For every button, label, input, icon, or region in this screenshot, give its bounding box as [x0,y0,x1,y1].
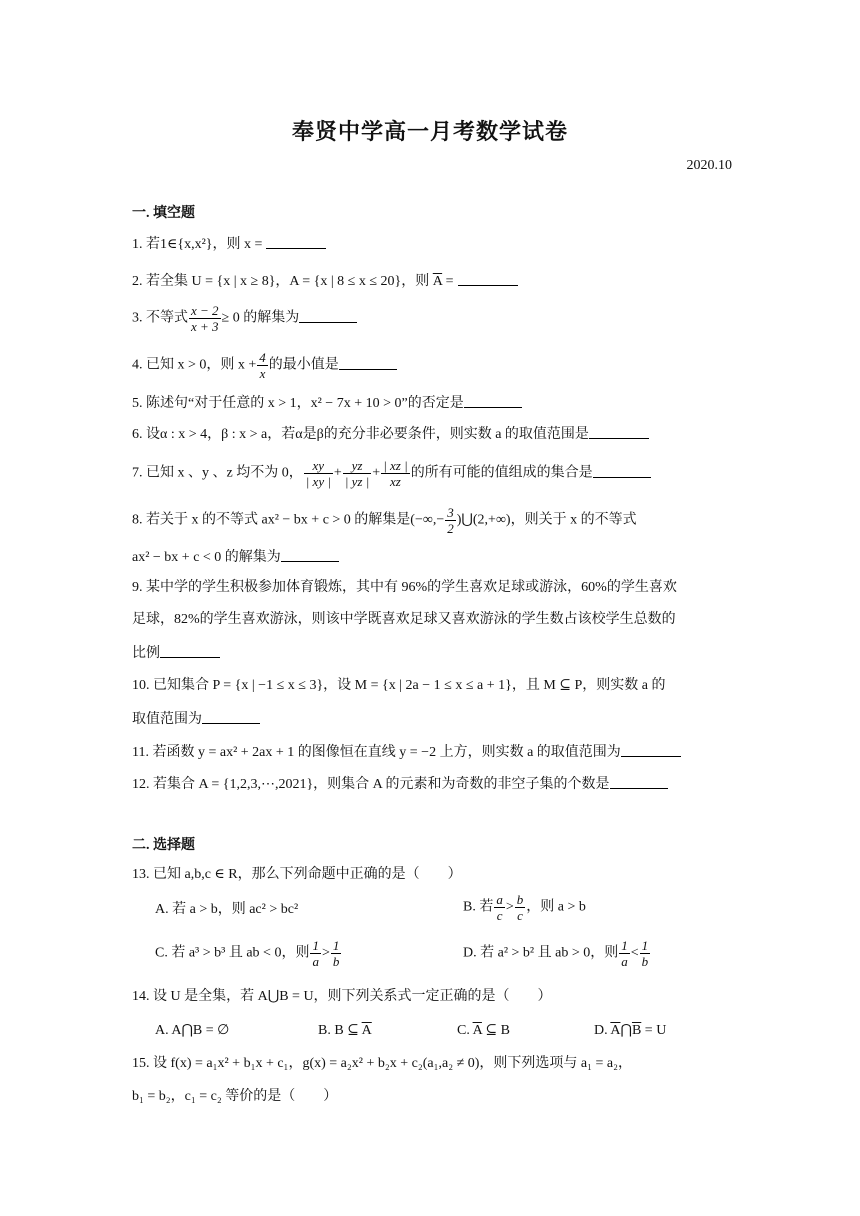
q13-option-d[interactable]: D. 若 a² > b² 且 ab > 0，则 $\frac{1}{a}$ < $\frac{1}{b}$ [463,938,649,969]
q14-option-a[interactable]: A. A⋂B = ∅ [155,1023,230,1038]
question-9: 9. 某中学的学生积极参加体育锻炼，其中有 96%的学生喜欢足球或游泳，60%的学生喜欢 [132,580,677,595]
q13-option-c[interactable]: C. 若 a³ > b³ 且 ab < 0，则 $\frac{1}{a}$ > $\frac{1}{b}$ [155,938,340,969]
question-6: 6. 设α : x > 4，β : x > a，若α是β的充分非必要条件，则实数 a 的取值范围是 [132,424,649,445]
question-15-line2: b₁ = b₂，c₁ = c₂ 等价的是（ ） [132,1089,338,1104]
q13-option-a[interactable]: A. 若 a > b，则 ac² > bc² [155,902,299,917]
question-14: 14. 设 U 是全集，若 A⋃B = U，则下列关系式一定正确的是（ ） [132,989,552,1004]
q14-option-b[interactable]: B. B ⊆ $\overline{A}$ [318,1023,372,1038]
answer-blank [266,234,326,249]
answer-blank [299,308,357,323]
q14-option-c[interactable]: C. $\overline{A}$ ⊆ B [457,1023,510,1038]
question-15: 15. 设 f(x) = a₁x² + b₁x + c₁，g(x) = a₂x² + b₂x + c₂(a₁,a₂ ≠ 0)，则下列选项与 a₁ = a₂， [132,1056,633,1071]
answer-blank [339,355,397,370]
section-choice: 二. 选择题 [132,838,195,853]
question-10-line2: 取值范围为 [132,709,260,730]
page-title: 奉贤中学高一月考数学试卷 [291,119,568,144]
q13-option-b[interactable]: B. 若 $\frac{a}{c}$ > $\frac{b}{c}$ ，则 a > b [463,892,586,923]
exam-date: 2020.10 [686,158,732,173]
question-7: 7. 已知 x 、y 、z 均不为 0， $\frac{xy}{| xy |}$ + $\frac{yz}{| yz |}$ + $\frac{| xz |}{xz}$ 的所有可能的值组成的集合是 [132,458,651,489]
question-10: 10. 已知集合 P = {x | −1 ≤ x ≤ 3}，设 M = {x | 2a − 1 ≤ x ≤ a + 1}，且 M ⊆ P，则实数 a 的 [132,678,666,693]
answer-blank [458,271,518,286]
question-13: 13. 已知 a,b,c ∈ R，那么下列命题中正确的是（ ） [132,867,462,882]
question-8-cont: ax² − bx + c < 0 的解集为 [132,547,339,568]
question-12: 12. 若集合 A = {1,2,3,⋯,2021}，则集合 A 的元素和为奇数的非空子集的个数是 [132,774,668,795]
question-9-line2: 足球，82%的学生喜欢游泳，则该中学既喜欢足球又喜欢游泳的学生数占该校学生总数的 [132,612,676,627]
answer-blank [621,742,681,757]
answer-blank [593,463,651,478]
question-1: 1. 若1∈{x,x²}，则 x = [132,234,326,255]
question-4: 4. 已知 x > 0，则 x + $\frac{4}{x}$ 的最小值是 [132,350,397,381]
question-3: 3. 不等式 $\frac{x - 2}{x + 3}$ ≥ 0 的解集为 [132,303,357,334]
answer-blank [160,643,220,658]
question-11: 11. 若函数 y = ax² + 2ax + 1 的图像恒在直线 y = −2 上方，则实数 a 的取值范围为 [132,742,681,763]
question-2: 2. 若全集 U = {x | x ≥ 8}，A = {x | 8 ≤ x ≤ 20}，则 $\overline{A}$ = [132,271,518,292]
answer-blank [589,424,649,439]
answer-blank [610,774,668,789]
answer-blank [202,709,260,724]
answer-blank [281,547,339,562]
question-8: 8. 若关于 x 的不等式 ax² − bx + c > 0 的解集是(−∞,− $\frac{3}{2}$ )⋃(2,+∞)，则关于 x 的不等式 [132,505,637,536]
question-5: 5. 陈述句“对于任意的 x > 1，x² − 7x + 10 > 0”的否定是 [132,393,522,414]
q14-option-d[interactable]: D. $\overline{A}⋂\overline{B} = U$ [594,1023,667,1038]
question-9-line3: 比例 [132,643,220,664]
answer-blank [464,393,522,408]
section-fill-in: 一. 填空题 [132,206,195,221]
